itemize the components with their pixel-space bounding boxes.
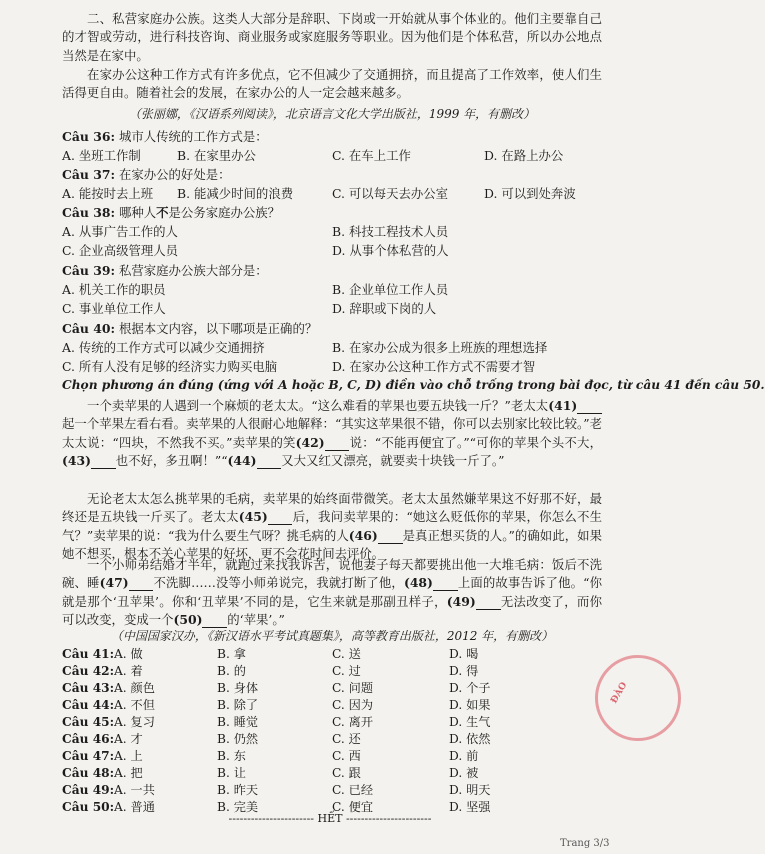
- option-45-c[interactable]: C. 离开: [332, 715, 374, 729]
- option-46-c[interactable]: C. 还: [332, 732, 361, 746]
- passage-paragraph-1: 二、私营家庭办公族。这类人大部分是辞职、下岗或一开始就从事个体业的。他们主要靠自己的才智或劳动，进行科技咨询、商业服务或家庭服务等职业。因为他们是个体私营，所以办公地点当然是在家中。: [62, 11, 602, 63]
- cloze-question-48: Câu 48: A. 把 B. 让 C. 跟 D. 被: [62, 766, 479, 780]
- option-42-c[interactable]: C. 过: [332, 664, 361, 678]
- blank-41: (41): [548, 398, 578, 413]
- option-47-b[interactable]: B. 东: [217, 749, 246, 763]
- option-48-a[interactable]: A. 把: [114, 766, 143, 780]
- option-49-a[interactable]: A. 一共: [114, 783, 155, 797]
- option-47-c[interactable]: C. 西: [332, 749, 361, 763]
- option-45-d[interactable]: D. 生气: [449, 715, 491, 729]
- question-40-options-row2: [62, 358, 622, 376]
- option-38-c[interactable]: C. 企业高级管理人员: [62, 243, 179, 258]
- question-40: Câu 40: 根据本文内容，以下哪项是正确的？: [62, 321, 318, 336]
- option-48-b[interactable]: B. 让: [217, 766, 246, 780]
- option-41-a[interactable]: A. 做: [114, 647, 143, 661]
- option-44-b[interactable]: B. 除了: [217, 698, 259, 712]
- option-44-c[interactable]: C. 因为: [332, 698, 374, 712]
- cloze-paragraph-1: 一个卖苹果的人遇到一个麻烦的老太太。“这么难看的苹果也要五块钱一斤？”老太太(41) 起一个苹果左看右看。卖苹果的人很耐心地解释：“其实这苹果很不错，你可以去别家比较比较。”老太太说：“四块，不然我不买。”卖苹果的笑(42) 说：“不能再便宜了。”“可你的苹果个头不大，(43) 也不好，多丑啊！”“(44) 又大又红又漂亮，就要卖十块钱一斤了。”: [62, 398, 602, 469]
- option-36-d[interactable]: D. 在路上办公: [484, 148, 564, 163]
- option-39-b[interactable]: B. 企业单位工作人员: [332, 282, 449, 297]
- stamp-text: ĐÀO: [609, 680, 630, 706]
- option-42-b[interactable]: B. 的: [217, 664, 246, 678]
- option-36-a[interactable]: A. 坐班工作制: [62, 148, 141, 163]
- blank-47: (47): [99, 575, 129, 591]
- option-40-b[interactable]: B. 在家办公成为很多上班族的理想选择: [332, 340, 548, 355]
- option-40-a[interactable]: A. 传统的工作方式可以减少交通拥挤: [62, 340, 265, 355]
- option-37-c[interactable]: C. 可以每天去办公室: [332, 186, 449, 201]
- option-50-c[interactable]: C. 便宜: [332, 800, 374, 814]
- option-48-d[interactable]: D. 被: [449, 766, 479, 780]
- blank-43-line: [91, 453, 116, 469]
- blank-42: (42): [295, 434, 325, 450]
- option-43-b[interactable]: B. 身体: [217, 681, 259, 695]
- question-39: Câu 39: 私营家庭办公族大部分是：: [62, 263, 268, 278]
- cloze-question-45: Câu 45: A. 复习 B. 睡觉 C. 离开 D. 生气: [62, 715, 491, 729]
- option-46-a[interactable]: A. 才: [114, 732, 143, 746]
- option-49-d[interactable]: D. 明天: [449, 783, 491, 797]
- cloze-question-50: Câu 50: A. 普通 B. 完美 C. 便宜 D. 坚强: [62, 800, 491, 814]
- option-44-a[interactable]: A. 不但: [114, 698, 155, 712]
- cloze-question-43: Câu 43: A. 颜色 B. 身体 C. 问题 D. 个子: [62, 681, 491, 695]
- option-39-c[interactable]: C. 事业单位工作人: [62, 301, 166, 316]
- option-43-c[interactable]: C. 问题: [332, 681, 374, 695]
- option-37-d[interactable]: D. 可以到处奔波: [484, 186, 576, 201]
- blank-49: (49): [446, 593, 476, 609]
- passage-source: （张丽娜，《汉语系列阅读》，北京语言文化大学出版社，1999 年，有删改）: [128, 107, 536, 121]
- blank-46-line: [378, 528, 403, 544]
- option-50-a[interactable]: A. 普通: [114, 800, 155, 814]
- question-40-options-row1: [62, 339, 622, 357]
- cloze-instruction: Chọn phương án đúng (ứng với A hoặc B, C, D) điền vào chỗ trống trong bài đọc, từ câu 41 đến câu 50.: [62, 378, 765, 392]
- red-seal-stamp: [595, 655, 681, 741]
- cloze-question-47: Câu 47: A. 上 B. 东 C. 西 D. 前: [62, 749, 479, 763]
- option-39-d[interactable]: D. 辞职或下岗的人: [332, 301, 437, 316]
- cloze-question-49: Câu 49: A. 一共 B. 昨天 C. 已经 D. 明天: [62, 783, 491, 797]
- cloze-paragraph-2: 无论老太太怎么挑苹果的毛病，卖苹果的始终面带微笑。老太太虽然嫌苹果这不好那不好，最终还是五块钱一斤买了。老太太(45) 后，我问卖苹果的：“她这么贬低你的苹果，你怎么不生气？”卖苹果的说：“我为什么要生气呀？挑毛病的人(46) 是真正想买货的人。”的确如此，如果她不想买，根本不关心苹果的好坏，更不会花时间去评价。: [62, 491, 603, 562]
- option-47-d[interactable]: D. 前: [449, 749, 479, 763]
- option-37-a[interactable]: A. 能按时去上班: [62, 186, 154, 201]
- option-38-b[interactable]: B. 科技工程技术人员: [332, 224, 449, 239]
- option-38-a[interactable]: A. 从事广告工作的人: [62, 224, 178, 239]
- option-43-d[interactable]: D. 个子: [449, 681, 491, 695]
- option-40-d[interactable]: D. 在家办公这种工作方式不需要才智: [332, 359, 536, 374]
- option-42-a[interactable]: A. 着: [114, 664, 143, 678]
- question-38-options-row1: [62, 223, 622, 241]
- option-37-b[interactable]: B. 能减少时间的浪费: [177, 186, 294, 201]
- question-39-options-row1: [62, 281, 622, 299]
- option-50-d[interactable]: D. 坚强: [449, 800, 491, 814]
- option-36-b[interactable]: B. 在家里办公: [177, 148, 256, 163]
- option-46-d[interactable]: D. 依然: [449, 732, 491, 746]
- blank-45: (45): [238, 509, 268, 525]
- end-mark: ----------------------- HẾT -----------------------: [228, 812, 432, 825]
- blank-47-line: [129, 575, 154, 591]
- cloze-question-44: Câu 44: A. 不但 B. 除了 C. 因为 D. 如果: [62, 698, 491, 712]
- blank-44-line: [257, 453, 282, 469]
- option-40-c[interactable]: C. 所有人没有足够的经济实力购买电脑: [62, 359, 278, 374]
- cloze-question-46: Câu 46: A. 才 B. 仍然 C. 还 D. 依然: [62, 732, 491, 746]
- question-38-options-row2: [62, 242, 622, 260]
- cloze-question-42: Câu 42: A. 着 B. 的 C. 过 D. 得: [62, 664, 479, 678]
- blank-46: (46): [348, 527, 378, 543]
- option-47-a[interactable]: A. 上: [114, 749, 143, 763]
- option-45-b[interactable]: B. 睡觉: [217, 715, 259, 729]
- blank-50-line: [202, 612, 227, 628]
- blank-48: (48): [403, 575, 433, 591]
- option-41-d[interactable]: D. 喝: [449, 647, 479, 661]
- question-37-options: [62, 185, 622, 203]
- option-45-a[interactable]: A. 复习: [114, 715, 155, 729]
- option-49-c[interactable]: C. 已经: [332, 783, 374, 797]
- cloze-question-41: Câu 41: A. 做 B. 拿 C. 送 D. 喝: [62, 647, 479, 661]
- question-39-options-row2: [62, 300, 622, 318]
- option-41-c[interactable]: C. 送: [332, 647, 361, 661]
- option-44-d[interactable]: D. 如果: [449, 698, 491, 712]
- option-48-c[interactable]: C. 跟: [332, 766, 361, 780]
- blank-42-line: [325, 435, 350, 451]
- blank-41-line: [577, 398, 602, 414]
- option-50-b[interactable]: B. 完美: [217, 800, 259, 814]
- option-36-c[interactable]: C. 在车上工作: [332, 148, 411, 163]
- passage-paragraph-2: 在家办公这种工作方式有许多优点，它不但减少了交通拥挤，而且提高了工作效率，使人们生活得更自由。随着社会的发展，在家办公的人一定会越来越多。: [62, 67, 602, 101]
- blank-43: (43): [62, 453, 91, 469]
- cloze-source: （中国国家汉办，《新汉语水平考试真题集》，高等教育出版社，2012 年，有删改）: [110, 629, 554, 643]
- option-43-a[interactable]: A. 颜色: [114, 681, 155, 695]
- cloze-paragraph-3: 一个小师弟结婚才半年，就跑过来找我诉苦，说他妻子每天都要挑出他一大堆毛病：饭后不洗碗、睡(47) 不洗脚……没等小师弟说完，我就打断了他，(48) 上面的故事告诉了他。“你就是那个‘丑苹果’。你和‘丑苹果’不同的是，它生来就是那副丑样子，(49) 无法改变了，而你可以改变，变成一个(50) 的‘苹果’。”: [62, 557, 603, 628]
- question-37: Câu 37: 在家办公的好处是：: [62, 167, 231, 182]
- option-39-a[interactable]: A. 机关工作的职员: [62, 282, 166, 297]
- question-38: Câu 38: 哪种人不是公务家庭办公族？: [62, 205, 281, 220]
- option-49-b[interactable]: B. 昨天: [217, 783, 259, 797]
- option-46-b[interactable]: B. 仍然: [217, 732, 259, 746]
- question-36-options: [62, 147, 622, 165]
- option-38-d[interactable]: D. 从事个体私营的人: [332, 243, 449, 258]
- question-36: Câu 36: 城市人传统的工作方式是：: [62, 129, 268, 144]
- blank-44: (44): [227, 453, 257, 469]
- option-42-d[interactable]: D. 得: [449, 664, 479, 678]
- blank-45-line: [268, 509, 293, 525]
- blank-50: (50): [173, 612, 203, 628]
- option-41-b[interactable]: B. 拿: [217, 647, 246, 661]
- blank-48-line: [433, 575, 458, 591]
- blank-49-line: [476, 594, 501, 610]
- page-number: Trang 3/3: [560, 838, 610, 849]
